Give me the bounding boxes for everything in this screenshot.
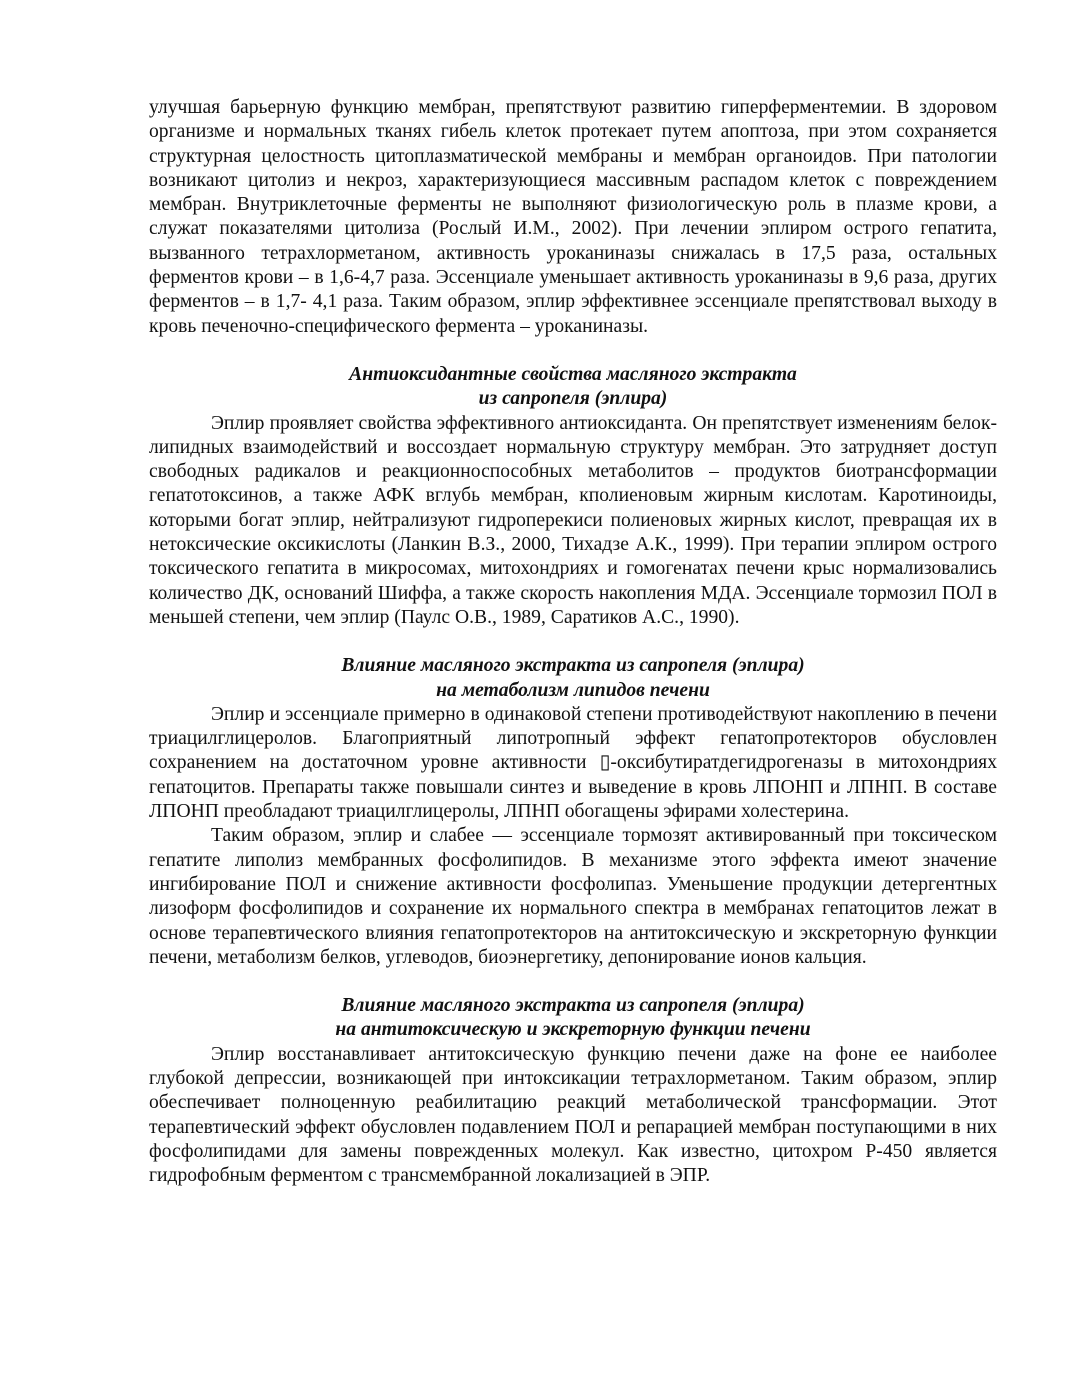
section-gap [149, 339, 997, 363]
section-heading-line: из сапропеля (эплира) [478, 388, 668, 410]
section-heading-line: на метаболизм липидов печени [436, 679, 710, 701]
section-gap [149, 970, 997, 994]
section-heading-line: на антитоксическую и экскреторную функции печени [335, 1019, 811, 1041]
section-antioxidant [149, 363, 997, 630]
body-paragraph: Эплир восстанавливает антитоксическую функцию печени даже на фоне ее наиболее глубокой депрессии, возникающей при интоксикации тетрахлорметаном. Таким образом, эплир обеспечивает полноценную реабилитацию реакций метаболической трансформации. Этот терапевтический эффект обусловлен подавлением ПОЛ и репарацией мембран поступающими в них фосфолипидами для замены поврежденных молекул. Как известно, цитохром Р-450 является гидрофобным ферментом с трансмембранной локализацией в ЭПР. [149, 1043, 997, 1187]
section-antitoxic-function [149, 994, 997, 1188]
section-heading-line: Влияние масляного экстракта из сапропеля (эплира) [341, 655, 805, 677]
section-gap [149, 630, 997, 654]
document-page [149, 96, 997, 1188]
body-paragraph: Эплир проявляет свойства эффективного антиоксиданта. Он препятствует изменениям белок-липидных взаимодействий и воссоздает нормальную структуру мембран. Это затрудняет доступ свободных радикалов и реакционноспособных метаболитов – продуктов биотрансформации гепатотоксинов, а также АФК вглубь мембран, кполиеновым жирным кислотам. Каротиноиды, которыми богат эплир, нейтрализуют гидроперекиси полиеновых жирных кислот, превращая их в нетоксические оксикислоты (Ланкин В.З., 2000, Тихадзе А.К., 1999). При терапии эплиром острого токсического гепатита в микросомах, митохондриях и гомогенатах печени крыс нормализовались количество ДК, оснований Шиффа, а также скорость накопления МДА. Эссенциале тормозил ПОЛ в меньшей степени, чем эплир (Паулс О.В., 1989, Саратиков А.С., 1990). [149, 412, 997, 628]
body-paragraph: Эплир и эссенциале примерно в одинаковой степени противодействуют накоплению в печени триацилглицеролов. Благоприятный липотропный эффект гепатопротекторов обусловлен сохранением на достаточном уровне активности ▯-оксибутиратдегидрогеназы в митохондриях гепатоцитов. Препараты также повышали синтез и выведение в кровь ЛПОНП и ЛПНП. В составе ЛПОНП преобладают триацилглицеролы, ЛПНП обогащены эфирами холестерина. [149, 703, 997, 823]
body-paragraph: Таким образом, эплир и слабее — эссенциале тормозят активированный при токсическом гепатите липолиз мембранных фосфолипидов. В механизме этого эффекта имеют значение ингибирование ПОЛ и снижение активности фосфолипаз. Уменьшение продукции детергентных лизоформ фосфолипидов и сохранение их нормального спектра в мембранах гепатоцитов лежат в основе терапевтического влияния гепатопротекторов на антитоксическую и экскреторную функции печени, метаболизм белков, углеводов, биоэнергетику, депонирование ионов кальция. [149, 825, 997, 968]
continuation-paragraph: улучшая барьерную функцию мембран, препятствуют развитию гиперферментемии. В здоровом организме и нормальных тканях гибель клеток протекает путем апоптоза, при этом сохраняется структурная целостность цитоплазматической мембраны и мембран органоидов. При патологии возникают цитолиз и некроз, характеризующиеся массивным распадом клеток с повреждением мембран. Внутриклеточные ферменты не выполняют физиологическую роль в плазме крови, а служат показателями цитолиза (Рослый И.М., 2002). При лечении эплиром острого гепатита, вызванного тетрахлорметаном, активность уроканиназы снижалась в 17,5 раза, остальных ферментов крови – в 1,6-4,7 раза. Эссенциале уменьшает активность уроканиназы в 9,6 раза, других ферментов – в 1,7- 4,1 раза. Таким образом, эплир эффективнее эссенциале препятствовал выходу в кровь печеночно-специфического фермента – уроканиназы. [149, 97, 997, 337]
section-heading-line: Влияние масляного экстракта из сапропеля (эплира) [341, 995, 805, 1017]
section-heading-line: Антиоксидантные свойства масляного экстракта [349, 363, 797, 385]
section-lipid-metabolism [149, 654, 997, 970]
